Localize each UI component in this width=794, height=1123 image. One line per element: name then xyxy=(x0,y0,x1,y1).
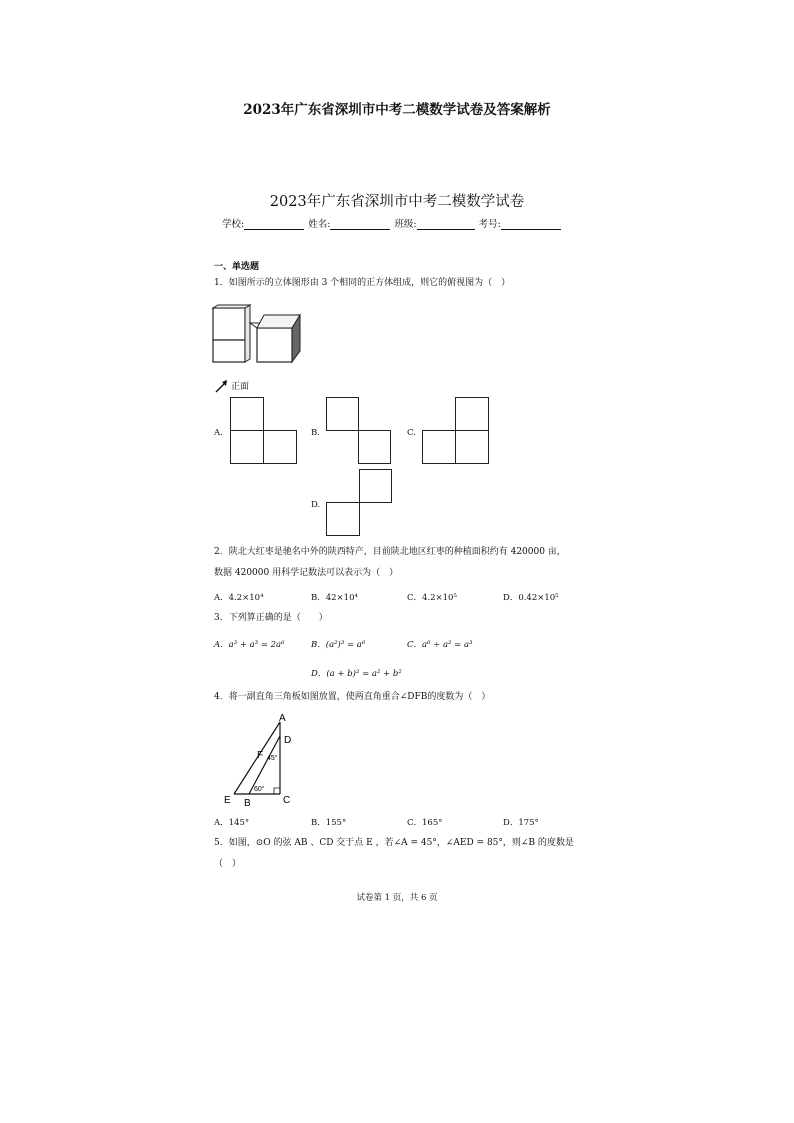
exam-number-field[interactable]: 考号: xyxy=(479,216,561,230)
q1-option-a-figure[interactable] xyxy=(230,397,298,467)
label-d: D xyxy=(284,735,292,746)
page-footer: 试卷第 1 页，共 6 页 xyxy=(356,893,438,903)
label-e: E xyxy=(224,795,231,806)
section-title: 一、单选题 xyxy=(214,262,260,272)
label-a: A xyxy=(279,713,286,724)
q1-option-d-label[interactable]: D. xyxy=(311,500,321,510)
q3-option-d[interactable]: D．(a + b)² = a² + b² xyxy=(311,669,402,679)
document-title: 2023年广东省深圳市中考二模数学试卷及答案解析 xyxy=(243,102,551,118)
question-3-stem: 3．下列算正确的是（ ） xyxy=(214,613,328,623)
q1-option-a-label[interactable]: A. xyxy=(214,428,223,438)
q4-option-c[interactable]: C．165° xyxy=(407,818,443,828)
q2-option-d[interactable]: D．0.42×10⁵ xyxy=(503,593,559,603)
class-field[interactable]: 班级: xyxy=(394,216,474,230)
q3-option-c[interactable]: C．a⁶ ÷ a² = a³ xyxy=(407,640,473,650)
q3-option-a[interactable]: A．a³ + a³ = 2a⁶ xyxy=(214,640,285,650)
question-2-stem-line1: 2．陕北大红枣是驰名中外的陕西特产，目前陕北地区红枣的种植面积约有 420000 亩， xyxy=(214,547,566,557)
q4-triangle-figure xyxy=(222,712,302,808)
paper-title: 2023年广东省深圳市中考二模数学试卷 xyxy=(269,194,525,210)
question-4-stem: 4．将一副直角三角板如图放置，使两直角重合∠DFB的度数为（ ） xyxy=(214,692,491,702)
question-2-stem-line2: 数据 420000 用科学记数法可以表示为（ ） xyxy=(214,568,399,578)
q1-option-b-figure[interactable] xyxy=(326,397,394,467)
q1-option-b-label[interactable]: B. xyxy=(311,428,320,438)
q4-option-b[interactable]: B．155° xyxy=(311,818,347,828)
student-info-row xyxy=(222,216,565,230)
q4-option-a[interactable]: A．145° xyxy=(214,818,250,828)
question-5-stem-line2: （ ） xyxy=(214,859,242,869)
q1-option-d-figure[interactable] xyxy=(326,469,394,539)
label-f: F xyxy=(257,750,264,761)
school-field[interactable]: 学校: xyxy=(222,216,304,230)
label-angle-45: 45° xyxy=(267,755,278,762)
q4-option-d[interactable]: D．175° xyxy=(503,818,539,828)
q1-solid-figure xyxy=(212,303,312,365)
front-arrow-icon xyxy=(214,378,230,394)
q2-option-c[interactable]: C．4.2×10⁵ xyxy=(407,593,457,603)
label-angle-60: 60° xyxy=(254,786,265,793)
label-c: C xyxy=(283,795,291,806)
front-view-label: 正面 xyxy=(231,382,250,392)
name-field[interactable]: 姓名: xyxy=(308,216,390,230)
question-5-stem-line1: 5．如图，⊙O 的弦 AB 、CD 交于点 E ，若∠A = 45°，∠AED = 85°，则∠B 的度数是 xyxy=(214,838,574,848)
q2-option-a[interactable]: A．4.2×10⁴ xyxy=(214,593,264,603)
q2-option-b[interactable]: B．42×10⁴ xyxy=(311,593,358,603)
q1-option-c-figure[interactable] xyxy=(422,397,490,467)
question-1-stem: 1．如图所示的立体图形由 3 个相同的正方体组成，则它的俯视图为（ ） xyxy=(214,278,511,288)
q1-option-c-label[interactable]: C. xyxy=(407,428,416,438)
label-b: B xyxy=(244,798,251,809)
q3-option-b[interactable]: B．(a²)³ = a⁶ xyxy=(311,640,366,650)
